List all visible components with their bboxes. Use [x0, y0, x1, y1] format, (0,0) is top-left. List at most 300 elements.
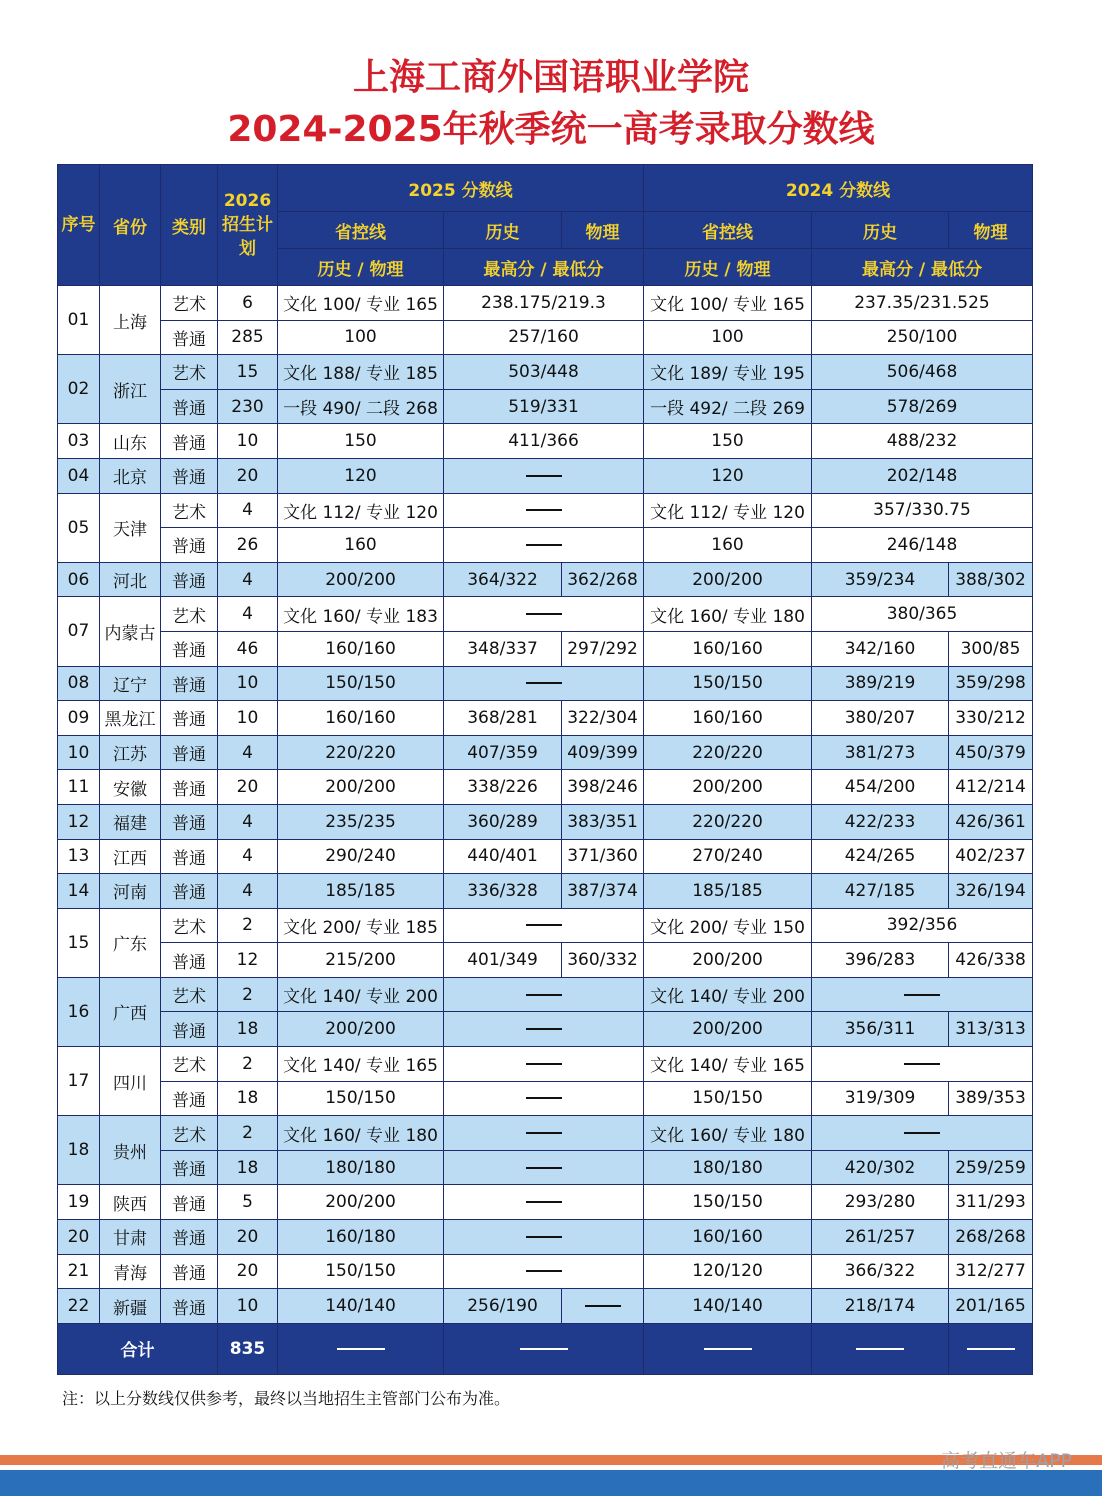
cell-control-2024: 文化 160/ 专业 180	[644, 1116, 812, 1151]
dash-mark	[585, 1305, 621, 1307]
cell-plan: 20	[218, 1254, 278, 1289]
table-row	[58, 1012, 1033, 1047]
cell-physics-2025: 387/374	[562, 874, 644, 909]
cell-control-2025: 200/200	[278, 562, 444, 597]
cell-province: 山东	[100, 424, 161, 459]
cell-plan: 10	[218, 701, 278, 736]
table-row	[58, 1047, 1033, 1082]
cell-province: 辽宁	[100, 666, 161, 701]
cell-category: 艺术	[161, 1116, 218, 1151]
cell-control-2025: 160	[278, 528, 444, 563]
cell-control-2024: 文化 200/ 专业 150	[644, 908, 812, 943]
cell-plan: 5	[218, 1185, 278, 1220]
cell-history-2024: 359/234	[812, 562, 949, 597]
table-row	[58, 1116, 1033, 1151]
cell-control-2025: 一段 490/ 二段 268	[278, 389, 444, 424]
cell-control-2024: 200/200	[644, 562, 812, 597]
cell-plan: 4	[218, 839, 278, 874]
header-2024: 2024 分数线	[644, 165, 1033, 212]
cell-control-2024: 160	[644, 528, 812, 563]
cell-score-2025	[444, 528, 644, 563]
cell-seq: 12	[58, 804, 100, 839]
table-footer	[58, 1323, 1033, 1374]
dash-mark	[526, 1201, 562, 1203]
cell-history-2024: 381/273	[812, 735, 949, 770]
table-row	[58, 1150, 1033, 1185]
cell-control-2025: 200/200	[278, 1012, 444, 1047]
cell-plan: 230	[218, 389, 278, 424]
cell-province: 广西	[100, 977, 161, 1046]
cell-province: 内蒙古	[100, 597, 161, 666]
cell-plan: 10	[218, 1289, 278, 1324]
cell-control-2025: 文化 140/ 专业 200	[278, 977, 444, 1012]
dash-mark	[526, 1097, 562, 1099]
cell-physics-2024: 412/214	[949, 770, 1033, 805]
cell-province: 河北	[100, 562, 161, 597]
table-row	[58, 562, 1033, 597]
dash-mark	[526, 1236, 562, 1238]
cell-province: 广东	[100, 908, 161, 977]
cell-control-2025: 220/220	[278, 735, 444, 770]
cell-category: 普通	[161, 874, 218, 909]
cell-province: 上海	[100, 286, 161, 355]
cell-control-2025: 200/200	[278, 1185, 444, 1220]
cell-control-2025: 140/140	[278, 1289, 444, 1324]
table-row	[58, 701, 1033, 736]
cell-physics-2024: 402/237	[949, 839, 1033, 874]
cell-history-2024: 420/302	[812, 1150, 949, 1185]
cell-control-2025: 150/150	[278, 1254, 444, 1289]
cell-history-2024: 389/219	[812, 666, 949, 701]
cell-seq: 20	[58, 1220, 100, 1255]
table-row	[58, 631, 1033, 666]
cell-score-2024: 380/365	[812, 597, 1033, 632]
cell-control-2025: 200/200	[278, 770, 444, 805]
cell-control-2025: 文化 112/ 专业 120	[278, 493, 444, 528]
cell-score-2024: 250/100	[812, 320, 1033, 355]
cell-control-2024: 140/140	[644, 1289, 812, 1324]
cell-seq: 11	[58, 770, 100, 805]
cell-category: 普通	[161, 1150, 218, 1185]
cell-physics-2025: 360/332	[562, 943, 644, 978]
cell-province: 江苏	[100, 735, 161, 770]
header-control-2025: 省控线	[278, 212, 444, 249]
cell-control-2024: 160/160	[644, 631, 812, 666]
table-row	[58, 389, 1033, 424]
cell-history-2024: 422/233	[812, 804, 949, 839]
header-hist-phys-2025: 历史 / 物理	[278, 249, 444, 286]
cell-category: 艺术	[161, 493, 218, 528]
cell-province: 北京	[100, 458, 161, 493]
cell-control-2025: 185/185	[278, 874, 444, 909]
cell-control-2024: 220/220	[644, 804, 812, 839]
cell-control-2024: 120/120	[644, 1254, 812, 1289]
header-control-2024: 省控线	[644, 212, 812, 249]
header-hist-phys-2024: 历史 / 物理	[644, 249, 812, 286]
table-row	[58, 908, 1033, 943]
cell-score-2024	[812, 1047, 1033, 1082]
cell-control-2024: 150/150	[644, 1185, 812, 1220]
cell-plan: 18	[218, 1081, 278, 1116]
cell-seq: 05	[58, 493, 100, 562]
cell-history-2024: 424/265	[812, 839, 949, 874]
dash-mark	[904, 1063, 940, 1065]
cell-control-2024: 150/150	[644, 1081, 812, 1116]
cell-score-2025	[444, 666, 644, 701]
table-row	[58, 1185, 1033, 1220]
cell-seq: 07	[58, 597, 100, 666]
cell-score-2025	[444, 458, 644, 493]
cell-score-2024: 488/232	[812, 424, 1033, 459]
cell-physics-2024: 313/313	[949, 1012, 1033, 1047]
cell-plan: 4	[218, 874, 278, 909]
table-row	[58, 286, 1033, 321]
cell-score-2024: 357/330.75	[812, 493, 1033, 528]
cell-category: 普通	[161, 389, 218, 424]
cell-category: 艺术	[161, 1047, 218, 1082]
cell-score-2024: 237.35/231.525	[812, 286, 1033, 321]
cell-seq: 10	[58, 735, 100, 770]
cell-score-2025	[444, 977, 644, 1012]
cell-category: 普通	[161, 943, 218, 978]
table-row	[58, 458, 1033, 493]
cell-history-2024: 218/174	[812, 1289, 949, 1324]
cell-seq: 14	[58, 874, 100, 909]
cell-category: 普通	[161, 562, 218, 597]
cell-plan: 20	[218, 458, 278, 493]
cell-seq: 19	[58, 1185, 100, 1220]
cell-plan: 4	[218, 597, 278, 632]
cell-score-2024: 392/356	[812, 908, 1033, 943]
cell-control-2024: 180/180	[644, 1150, 812, 1185]
page-title	[0, 52, 1102, 156]
cell-category: 普通	[161, 666, 218, 701]
cell-physics-2024: 311/293	[949, 1185, 1033, 1220]
cell-category: 普通	[161, 770, 218, 805]
cell-history-2025: 407/359	[444, 735, 562, 770]
cell-plan: 10	[218, 666, 278, 701]
cell-control-2024: 150/150	[644, 666, 812, 701]
cell-category: 普通	[161, 1220, 218, 1255]
cell-control-2025: 文化 160/ 专业 183	[278, 597, 444, 632]
cell-control-2024: 文化 112/ 专业 120	[644, 493, 812, 528]
cell-score-2025	[444, 1116, 644, 1151]
cell-plan: 18	[218, 1150, 278, 1185]
header-history-2025: 历史	[444, 212, 562, 249]
cell-category: 普通	[161, 1081, 218, 1116]
cell-province: 河南	[100, 874, 161, 909]
cell-province: 安徽	[100, 770, 161, 805]
cell-history-2025: 348/337	[444, 631, 562, 666]
table-row	[58, 804, 1033, 839]
cell-seq: 02	[58, 355, 100, 424]
title-line-1: 上海工商外国语职业学院	[352, 57, 749, 98]
cell-control-2024: 文化 160/ 专业 180	[644, 597, 812, 632]
cell-control-2024: 160/160	[644, 1220, 812, 1255]
cell-control-2024: 185/185	[644, 874, 812, 909]
dash-mark	[904, 1132, 940, 1134]
cell-score-2025	[444, 908, 644, 943]
table-row	[58, 943, 1033, 978]
cell-score-2024	[812, 977, 1033, 1012]
cell-score-2025	[444, 597, 644, 632]
cell-control-2025: 文化 200/ 专业 185	[278, 908, 444, 943]
table-row	[58, 735, 1033, 770]
cell-control-2025: 文化 100/ 专业 165	[278, 286, 444, 321]
cell-physics-2024: 300/85	[949, 631, 1033, 666]
cell-control-2024: 200/200	[644, 770, 812, 805]
cell-plan: 4	[218, 735, 278, 770]
dash-mark	[526, 1132, 562, 1134]
cell-score-2025: 411/366	[444, 424, 644, 459]
cell-history-2025: 336/328	[444, 874, 562, 909]
cell-score-2025: 238.175/219.3	[444, 286, 644, 321]
cell-physics-2024: 268/268	[949, 1220, 1033, 1255]
cell-plan: 12	[218, 943, 278, 978]
header-history-2024: 历史	[812, 212, 949, 249]
footer-label: 合计	[58, 1323, 218, 1374]
cell-physics-2025: 297/292	[562, 631, 644, 666]
table-row	[58, 493, 1033, 528]
cell-category: 普通	[161, 804, 218, 839]
cell-seq: 17	[58, 1047, 100, 1116]
cell-category: 艺术	[161, 977, 218, 1012]
cell-plan: 2	[218, 1047, 278, 1082]
cell-plan: 2	[218, 1116, 278, 1151]
cell-seq: 08	[58, 666, 100, 701]
cell-control-2025: 150	[278, 424, 444, 459]
cell-seq: 06	[58, 562, 100, 597]
cell-province: 新疆	[100, 1289, 161, 1324]
header-category: 类别	[161, 165, 218, 286]
cell-physics-2024: 388/302	[949, 562, 1033, 597]
cell-province: 陕西	[100, 1185, 161, 1220]
cell-plan: 285	[218, 320, 278, 355]
header-plan: 2026招生计划	[218, 165, 278, 286]
table-row	[58, 1220, 1033, 1255]
footer-total: 835	[218, 1323, 278, 1374]
cell-score-2025	[444, 1047, 644, 1082]
cell-seq: 01	[58, 286, 100, 355]
cell-control-2025: 290/240	[278, 839, 444, 874]
cell-province: 青海	[100, 1254, 161, 1289]
cell-control-2024: 270/240	[644, 839, 812, 874]
footer-dash	[644, 1323, 812, 1374]
cell-score-2025	[444, 1185, 644, 1220]
cell-physics-2025: 409/399	[562, 735, 644, 770]
cell-physics-2024: 330/212	[949, 701, 1033, 736]
table-row	[58, 977, 1033, 1012]
header-max-min-2025: 最高分 / 最低分	[444, 249, 644, 286]
cell-history-2025: 256/190	[444, 1289, 562, 1324]
cell-physics-2025	[562, 1289, 644, 1324]
cell-history-2024: 319/309	[812, 1081, 949, 1116]
cell-history-2024: 356/311	[812, 1012, 949, 1047]
dash-mark	[526, 509, 562, 511]
cell-control-2025: 235/235	[278, 804, 444, 839]
table-header	[58, 165, 1033, 286]
cell-plan: 20	[218, 1220, 278, 1255]
dash-mark	[526, 994, 562, 996]
table-row	[58, 874, 1033, 909]
cell-physics-2025: 383/351	[562, 804, 644, 839]
cell-category: 普通	[161, 1185, 218, 1220]
table-row	[58, 320, 1033, 355]
cell-control-2025: 180/180	[278, 1150, 444, 1185]
cell-category: 普通	[161, 735, 218, 770]
cell-seq: 13	[58, 839, 100, 874]
score-table	[57, 164, 1033, 1375]
cell-category: 普通	[161, 701, 218, 736]
cell-physics-2025: 398/246	[562, 770, 644, 805]
cell-category: 普通	[161, 1254, 218, 1289]
cell-seq: 04	[58, 458, 100, 493]
cell-plan: 2	[218, 908, 278, 943]
cell-control-2025: 120	[278, 458, 444, 493]
cell-plan: 18	[218, 1012, 278, 1047]
cell-score-2025	[444, 1081, 644, 1116]
cell-control-2024: 200/200	[644, 943, 812, 978]
cell-province: 黑龙江	[100, 701, 161, 736]
cell-control-2024: 120	[644, 458, 812, 493]
cell-score-2025	[444, 1150, 644, 1185]
cell-plan: 4	[218, 493, 278, 528]
footer-dash	[949, 1323, 1033, 1374]
cell-score-2024: 506/468	[812, 355, 1033, 390]
footer-dash	[812, 1323, 949, 1374]
table-row	[58, 1081, 1033, 1116]
cell-plan: 46	[218, 631, 278, 666]
table-row	[58, 1254, 1033, 1289]
cell-control-2024: 150	[644, 424, 812, 459]
cell-history-2024: 396/283	[812, 943, 949, 978]
cell-physics-2025: 362/268	[562, 562, 644, 597]
cell-plan: 10	[218, 424, 278, 459]
cell-history-2024: 454/200	[812, 770, 949, 805]
cell-control-2025: 215/200	[278, 943, 444, 978]
cell-category: 普通	[161, 1012, 218, 1047]
cell-control-2025: 150/150	[278, 1081, 444, 1116]
cell-province: 江西	[100, 839, 161, 874]
cell-history-2025: 360/289	[444, 804, 562, 839]
header-seq: 序号	[58, 165, 100, 286]
cell-category: 艺术	[161, 908, 218, 943]
cell-history-2024: 380/207	[812, 701, 949, 736]
footer-dash	[278, 1323, 444, 1374]
cell-plan: 6	[218, 286, 278, 321]
decorative-bar-orange	[0, 1455, 1102, 1465]
cell-physics-2024: 259/259	[949, 1150, 1033, 1185]
cell-score-2025	[444, 493, 644, 528]
cell-score-2025: 257/160	[444, 320, 644, 355]
cell-seq: 16	[58, 977, 100, 1046]
header-2025: 2025 分数线	[278, 165, 644, 212]
dash-mark	[526, 682, 562, 684]
table-row	[58, 597, 1033, 632]
table-row	[58, 666, 1033, 701]
cell-score-2025	[444, 1220, 644, 1255]
dash-mark	[526, 613, 562, 615]
cell-seq: 18	[58, 1116, 100, 1185]
cell-province: 福建	[100, 804, 161, 839]
cell-score-2024: 578/269	[812, 389, 1033, 424]
cell-physics-2024: 312/277	[949, 1254, 1033, 1289]
watermark: 高考直通车APP	[941, 1450, 1072, 1472]
cell-category: 普通	[161, 839, 218, 874]
table-row	[58, 528, 1033, 563]
table-body	[58, 286, 1033, 1324]
cell-province: 贵州	[100, 1116, 161, 1185]
header-province: 省份	[100, 165, 161, 286]
table-row	[58, 770, 1033, 805]
cell-physics-2024: 326/194	[949, 874, 1033, 909]
dash-mark	[904, 994, 940, 996]
cell-physics-2024: 426/338	[949, 943, 1033, 978]
cell-plan: 4	[218, 562, 278, 597]
cell-seq: 21	[58, 1254, 100, 1289]
cell-score-2025: 519/331	[444, 389, 644, 424]
cell-score-2025	[444, 1254, 644, 1289]
dash-mark	[526, 1167, 562, 1169]
cell-seq: 22	[58, 1289, 100, 1324]
cell-control-2024: 200/200	[644, 1012, 812, 1047]
cell-control-2025: 文化 188/ 专业 185	[278, 355, 444, 390]
cell-control-2025: 文化 160/ 专业 180	[278, 1116, 444, 1151]
header-physics-2024: 物理	[949, 212, 1033, 249]
dash-mark	[526, 1028, 562, 1030]
cell-control-2025: 100	[278, 320, 444, 355]
cell-category: 普通	[161, 458, 218, 493]
cell-control-2024: 100	[644, 320, 812, 355]
cell-seq: 03	[58, 424, 100, 459]
cell-control-2025: 文化 140/ 专业 165	[278, 1047, 444, 1082]
cell-physics-2025: 371/360	[562, 839, 644, 874]
cell-province: 浙江	[100, 355, 161, 424]
cell-category: 普通	[161, 320, 218, 355]
title-line-2: 2024-2025年秋季统一高考录取分数线	[227, 109, 875, 150]
cell-physics-2025: 322/304	[562, 701, 644, 736]
table-row	[58, 839, 1033, 874]
dash-mark	[526, 475, 562, 477]
table-row	[58, 424, 1033, 459]
cell-control-2024: 160/160	[644, 701, 812, 736]
footer-dash	[444, 1323, 644, 1374]
cell-physics-2024: 389/353	[949, 1081, 1033, 1116]
dash-mark	[526, 1270, 562, 1272]
cell-score-2024: 246/148	[812, 528, 1033, 563]
cell-plan: 20	[218, 770, 278, 805]
cell-control-2024: 文化 100/ 专业 165	[644, 286, 812, 321]
cell-category: 普通	[161, 424, 218, 459]
header-physics-2025: 物理	[562, 212, 644, 249]
cell-category: 艺术	[161, 597, 218, 632]
table-row	[58, 355, 1033, 390]
cell-score-2024	[812, 1116, 1033, 1151]
cell-history-2025: 368/281	[444, 701, 562, 736]
cell-history-2024: 427/185	[812, 874, 949, 909]
cell-category: 普通	[161, 528, 218, 563]
cell-control-2024: 一段 492/ 二段 269	[644, 389, 812, 424]
cell-plan: 15	[218, 355, 278, 390]
dash-mark	[526, 544, 562, 546]
cell-physics-2024: 426/361	[949, 804, 1033, 839]
cell-physics-2024: 359/298	[949, 666, 1033, 701]
cell-category: 普通	[161, 631, 218, 666]
cell-plan: 4	[218, 804, 278, 839]
decorative-bar-blue	[0, 1470, 1102, 1496]
cell-history-2024: 293/280	[812, 1185, 949, 1220]
cell-history-2024: 366/322	[812, 1254, 949, 1289]
